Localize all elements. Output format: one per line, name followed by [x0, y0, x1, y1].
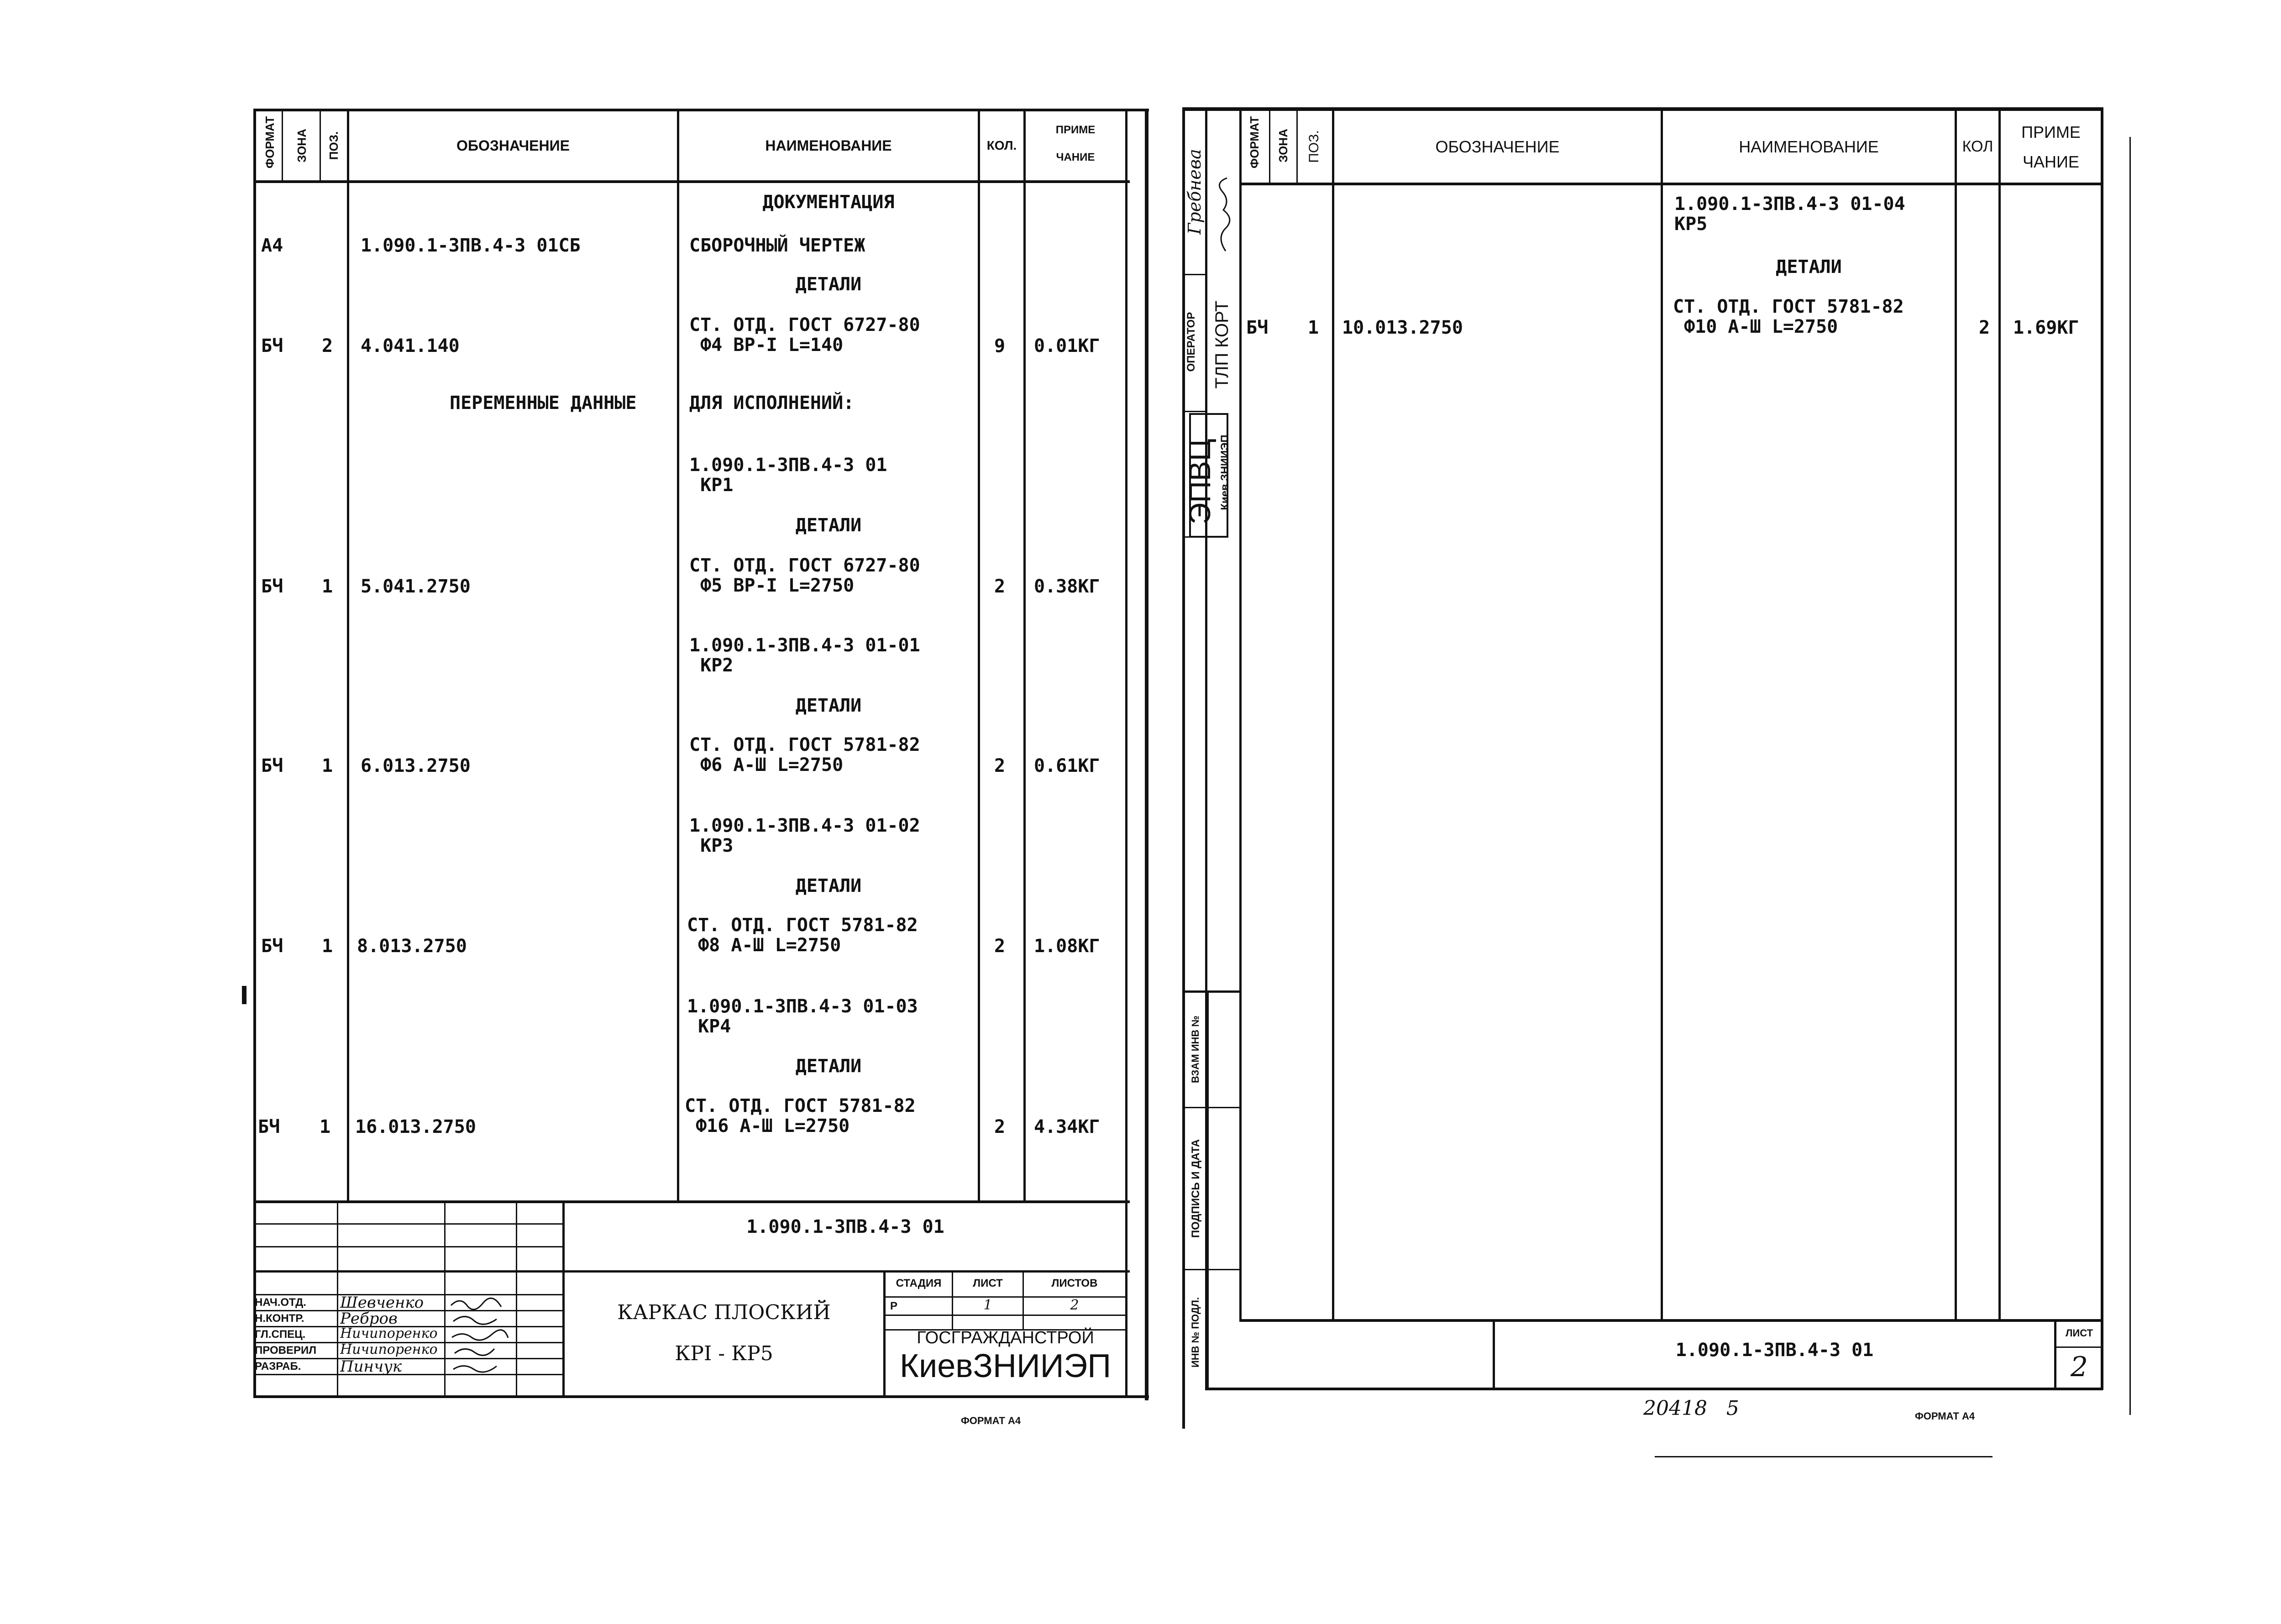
signer-name: Ребров: [340, 1310, 398, 1328]
row-pos: 1: [322, 576, 333, 597]
col-header-zone: ЗОНА: [295, 129, 309, 162]
role-label: ГЛ.СПЕЦ.: [255, 1328, 306, 1341]
row-qty: 9: [994, 335, 1006, 356]
col-header-designation: ОБОЗНАЧЕНИЕ: [456, 137, 570, 154]
row-name: ДЕТАЛИ: [795, 875, 862, 896]
row-name: ДЛЯ ИСПОЛНЕНИЙ:: [689, 393, 855, 414]
row-qty: 2: [1979, 317, 1990, 338]
row-name: 1.090.1-3ПВ.4-3 01 КР1: [689, 455, 887, 496]
row-note: 0.38КГ: [1034, 576, 1100, 597]
row-designation: 6.013.2750: [361, 755, 471, 776]
row-format: БЧ: [261, 755, 283, 776]
row-designation: 16.013.2750: [355, 1116, 476, 1137]
row-name: СБОРОЧНЫЙ ЧЕРТЕЖ: [689, 235, 865, 256]
divider-mark: [242, 986, 246, 1004]
row-name: ДЕТАЛИ: [1776, 257, 1842, 278]
stage-value: Р: [890, 1300, 898, 1312]
row-name: СТ. ОТД. ГОСТ 5781-82 Ф10 А-Ш L=2750: [1673, 296, 1904, 337]
operator-label: ОПЕРАТОР: [1185, 312, 1197, 372]
col-header-note-2: ЧАНИЕ: [2023, 152, 2079, 171]
row-qty: 2: [994, 755, 1006, 776]
doc-code: 1.090.1-3ПВ.4-3 01: [746, 1216, 944, 1237]
row-name: СТ. ОТД. ГОСТ 5781-82 Ф6 А-Ш L=2750: [689, 734, 920, 775]
org-ministry: ГОСГРАЖДАНСТРОЙ: [917, 1328, 1094, 1347]
stamp-frame: [1189, 413, 1228, 538]
row-designation: 5.041.2750: [361, 576, 471, 597]
row-format: БЧ: [1246, 317, 1269, 338]
signer-name: Ничипоренко: [340, 1341, 438, 1357]
podpis-label: ПОДПИСЬ И ДАТА: [1190, 1139, 1202, 1238]
row-name: ДЕТАЛИ: [795, 695, 862, 716]
col-header-note-1: ПРИМЕ: [1055, 124, 1096, 136]
row-name: СТ. ОТД. ГОСТ 6727-80 Ф5 ВР-I L=2750: [689, 555, 920, 596]
signer-name: Пинчук: [340, 1357, 402, 1376]
row-note: 0.01КГ: [1034, 335, 1100, 356]
col-header-pos: ПОЗ.: [1306, 130, 1321, 163]
sheet-value: 2: [2070, 1351, 2088, 1383]
sheet-label: ЛИСТ: [2065, 1327, 2093, 1339]
sheet-label: ЛИСТ: [973, 1277, 1003, 1289]
row-name: ДЕТАЛИ: [795, 515, 862, 536]
col-header-format: ФОРМАТ: [1248, 116, 1261, 168]
row-designation: 8.013.2750: [357, 936, 467, 957]
format-note: ФОРМАТ А4: [961, 1415, 1021, 1426]
signature-marks: [446, 1294, 515, 1376]
vzam-label: ВЗАМ ИНВ №: [1190, 1016, 1201, 1083]
row-format: А4: [261, 235, 283, 256]
role-label: Н.КОНТР.: [255, 1312, 304, 1325]
row-pos: 1: [1308, 317, 1319, 338]
role-label: РАЗРАБ.: [255, 1360, 301, 1373]
drawing-title-2: КРI - КР5: [675, 1342, 773, 1365]
stage-label: СТАДИЯ: [896, 1277, 942, 1289]
row-designation: 4.041.140: [361, 335, 460, 356]
row-designation: 10.013.2750: [1342, 317, 1463, 338]
row-format: БЧ: [258, 1116, 280, 1137]
col-header-qty: КОЛ: [1962, 138, 1993, 155]
row-name: 1.090.1-3ПВ.4-3 01-03 КР4: [687, 996, 918, 1037]
signer-name: Ничипоренко: [340, 1325, 438, 1341]
row-name: ДОКУМЕНТАЦИЯ: [762, 192, 895, 213]
row-note: 1.08КГ: [1034, 936, 1100, 957]
sheet-value: 1: [983, 1297, 992, 1313]
row-pos: 1: [322, 755, 333, 776]
signer-name: Гребнева: [1185, 149, 1205, 235]
row-format: БЧ: [261, 576, 283, 597]
row-name: 1.090.1-3ПВ.4-3 01-01 КР2: [689, 635, 920, 676]
row-name: СТ. ОТД. ГОСТ 6727-80 Ф4 ВР-I L=140: [689, 314, 920, 356]
row-pos: 2: [322, 335, 333, 356]
doc-code: 1.090.1-3ПВ.4-3 01: [1675, 1340, 1874, 1361]
sheets-value: 2: [1070, 1297, 1079, 1313]
col-header-format: ФОРМАТ: [263, 116, 277, 168]
row-format: БЧ: [261, 936, 283, 957]
row-name: СТ. ОТД. ГОСТ 5781-82 Ф8 А-Ш L=2750: [687, 915, 918, 956]
col-header-name: НАИМЕНОВАНИЕ: [765, 137, 892, 154]
signer-name: Шевченко: [340, 1294, 424, 1312]
row-designation: 1.090.1-3ПВ.4-3 01СБ: [361, 235, 581, 256]
row-qty: 2: [994, 576, 1006, 597]
role-label: НАЧ.ОТД.: [255, 1296, 306, 1309]
row-name: ДЕТАЛИ: [795, 1056, 862, 1077]
signature-mark: [1214, 173, 1237, 256]
role-label: ПРОВЕРИЛ: [255, 1344, 317, 1357]
row-note: 0.61КГ: [1034, 755, 1100, 776]
col-header-zone: ЗОНА: [1276, 129, 1290, 162]
row-name: СТ. ОТД. ГОСТ 5781-82 Ф16 А-Ш L=2750: [685, 1095, 916, 1137]
row-pos: 1: [320, 1116, 331, 1137]
org-institute: КиевЗНИИЭП: [900, 1348, 1111, 1384]
footer-number: 20418 5: [1643, 1397, 1739, 1420]
col-header-pos: ПОЗ.: [327, 131, 341, 160]
stamp-big: ЭПВЦ: [1183, 439, 1217, 524]
row-pos: 1: [322, 936, 333, 957]
row-designation: ПЕРЕМЕННЫЕ ДАННЫЕ: [450, 393, 637, 414]
inv-label: ИНВ № ПОДЛ.: [1190, 1297, 1201, 1368]
col-header-designation: ОБОЗНАЧЕНИЕ: [1435, 137, 1560, 156]
row-note: 4.34КГ: [1034, 1116, 1100, 1137]
row-qty: 2: [994, 936, 1006, 957]
row-name: 1.090.1-3ПВ.4-3 01-02 КР3: [689, 815, 920, 856]
format-note: ФОРМАТ А4: [1915, 1410, 1975, 1422]
row-format: БЧ: [261, 335, 283, 356]
drawing-title-1: КАРКАС ПЛОСКИЙ: [617, 1301, 831, 1324]
col-header-note-2: ЧАНИЕ: [1056, 151, 1095, 163]
operator-value: ТЛП КОРТ: [1212, 300, 1232, 389]
stamp-small: Киев ЗНИИЭП: [1219, 435, 1231, 510]
row-note: 1.69КГ: [2013, 317, 2079, 338]
col-header-note-1: ПРИМЕ: [2021, 123, 2081, 141]
row-name: 1.090.1-3ПВ.4-3 01-04 КР5: [1674, 194, 1905, 235]
col-header-qty: КОЛ.: [986, 138, 1017, 152]
row-qty: 2: [994, 1116, 1006, 1137]
row-name: ДЕТАЛИ: [795, 274, 862, 295]
sheets-label: ЛИСТОВ: [1051, 1277, 1098, 1289]
col-header-name: НАИМЕНОВАНИЕ: [1739, 137, 1879, 156]
